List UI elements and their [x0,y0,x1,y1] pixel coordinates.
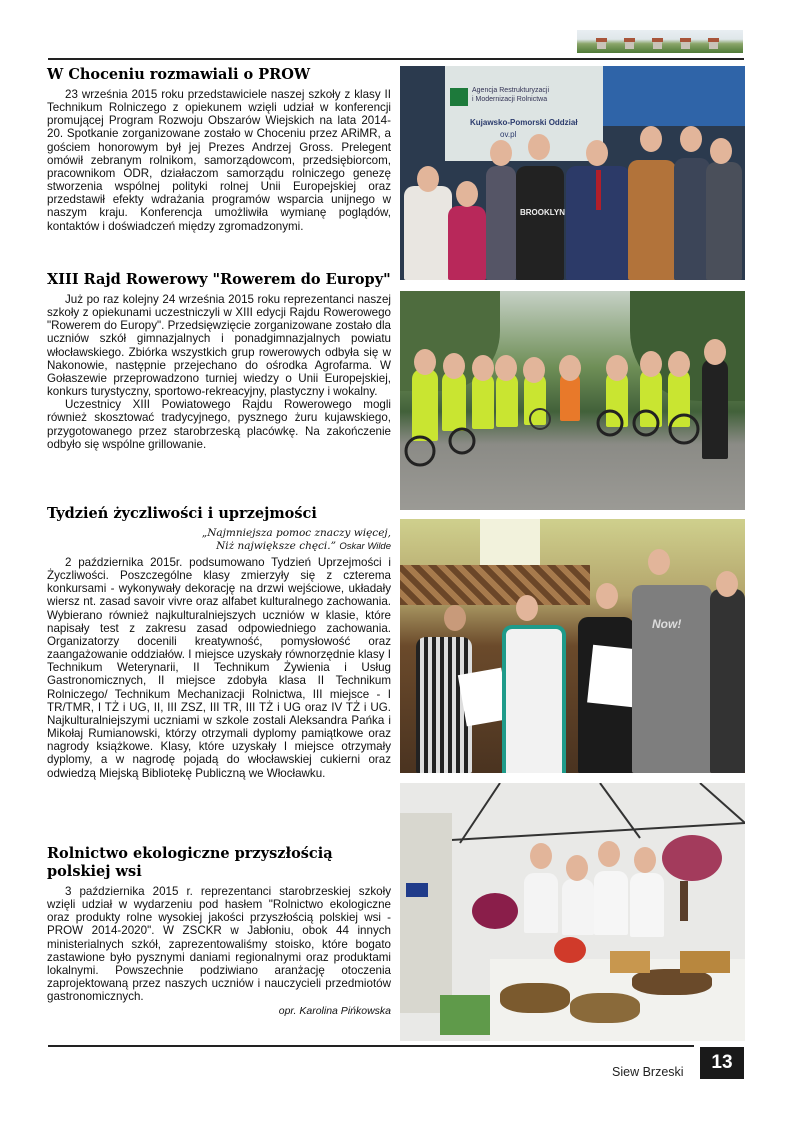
article-title: W Choceniu rozmawiali o PROW [47,66,311,83]
author-signature: opr. Karolina Pińkowska [278,1005,391,1018]
banner-text: ov.pl [500,130,517,139]
masthead-landscape-image [577,30,743,53]
article-paragraph: 2 października 2015r. podsumowano Tydzień Uprzejmości i Życzliwości. Poszczególne klasy zmierzyły się z czterema konkursami - wykonywały dekorację na drzwi wejściowe, układały wiersz nt. zasad savoir vivre oraz alfabet kulturalnego zachowania. Wybierano również najkulturalniejszych uczniów w klasie, które napisały test z zakresu zasad odpowiedniego zachowania. Organizatorzy docenili kreatywność, pomysłowość oraz zaangażowanie oddziałów. I miejsce uzyskały równorzędnie klasy I Technikum Weterynarii, II Technikum Żywienia i Usług Gastronomicznych, II miejsce zdobyła klasa II Technikum Rolniczego/ Technikum Mechanizacji Rolnictwa, III miejsce - I TR/TMR, I TŻ i UG, II, III ZSZ, III TR, III TŻ i UG oraz IV TŻ i UG. Najkulturalniejszymi uczniami w szkole zostali Aleksandra Pańka i Mikołaj Rumianowski, którzy otrzymali dyplomy pamiątkowe oraz nagrody książkowe. Klasy, które uzyskały I miejsce otrzymały dyplomy, a w nagrodę pojadą do włocławskiej cukierni oraz odwiedzą Miejską Bibliotekę Publiczną we Włocławku. [47,556,391,780]
page-number: 13 [700,1047,744,1079]
article-paragraph: Uczestnicy XIII Powiatowego Rajdu Rowerowego mogli również skosztować tradycyjnego, pysznego żuru kujawskiego, przygotowanego przez starobrzeską placówkę. Na zakończenie odbyło się wspólne grillowanie. [47,398,391,451]
quote-line: Niż największe chęci.” [216,540,336,552]
epigraph-quote [47,527,391,553]
quote-line: „Najmniejsza pomoc znaczy więcej, [201,527,391,539]
photo-bike-rally [400,291,745,510]
article-organic-farming [47,845,391,1017]
article-title: Tydzień życzliwości i uprzejmości [47,505,317,522]
photo-organic-stand [400,783,745,1041]
photo-conference-group [400,66,745,280]
article-title-line: Rolnictwo ekologiczne przyszłością [47,845,333,862]
shirt-text: BROOKLYN [520,208,566,217]
footer-rule [48,1045,694,1047]
photo-kindness-week [400,519,745,773]
article-paragraph: 23 września 2015 roku przedstawiciele naszej szkoły z klasy II Technikum Rolniczego z opiekunem wzięli udział w konferencji promującej Program Rozwoju Obszarów Wiejskich na lata 2014-20. Spotkanie zorganizowane zostało w Choceniu przez ARiMR, a gościem honorowym był jej Prezes Andrzej Gross. Prelegent omówił zebranym rolnikom, samorządowcom, przedsiębiorcom, pracownikom ODR, działaczom samorządu rolniczego genezę stworzenia wspólnej polityki rolnej Unii Europejskiej oraz przedstawił efekty wdrażania programów wsparcia unijnego w naszym kraju. Konferencja umożliwiła wymianę poglądów, kontaktów i doświadczeń między zgromadzonymi. [47,88,391,233]
article-title: XIII Rajd Rowerowy "Rowerem do Europy" [47,271,391,288]
header-rule [48,58,744,60]
article-paragraph: 3 października 2015 r. reprezentanci starobrzeskiej szkoły wzięli udział w wydarzeniu pod hasłem "Rolnictwo ekologiczne oraz produkty rolne wysokiej jakości przyszłością polskiej wsi - PROW 2014-2020". W ZSCKR w Jabłoniu, obok 44 innych ministerialnych szkół, zaprezentowaliśmy stoisko, które bogato zastawione było pysznymi daniami regionalnymi oraz produktami lokalnymi. Powszechnie podziwiano aranżację otoczenia zaprojektowaną przez naszych uczniów i nauczycieli przedmiotów gastronomicznych. [47,885,391,1004]
article-prow-choceń [47,66,391,233]
quote-author: Oskar Wilde [339,541,391,552]
banner-text: Kujawsko-Pomorski Oddział [470,118,578,127]
banner-text: Agencja Restrukturyzacji [472,87,550,94]
publication-name: Siew Brzeski [612,1065,684,1079]
hoodie-text: Now! [652,617,682,631]
article-kindness-week [47,505,391,780]
article-bike-rally [47,271,391,451]
article-paragraph: Już po raz kolejny 24 września 2015 roku reprezentanci naszej szkoły z opiekunami uczestniczyli w XIII edycji Rajdu Rowerowego "Rowerem do Europy". Przedsięwzięcie zorganizowane zostało dla uczniów szkół gimnazjalnych i ponadgimnazjalnych powiatu włocławskiego. Zbiórka wszystkich grup rowerowych odbyła się w Nakonowie, następnie przejechano do ośrodka Agrofarma. W Gołaszewie przeprowadzono turniej wiedzy o Unii Europejskiej, konkurs turystyczny, sportowo-rekreacyjny, plastyczny i wokalny. [47,293,391,399]
article-title-line: polskiej wsi [47,863,142,880]
banner-text: i Modernizacji Rolnictwa [472,96,548,103]
